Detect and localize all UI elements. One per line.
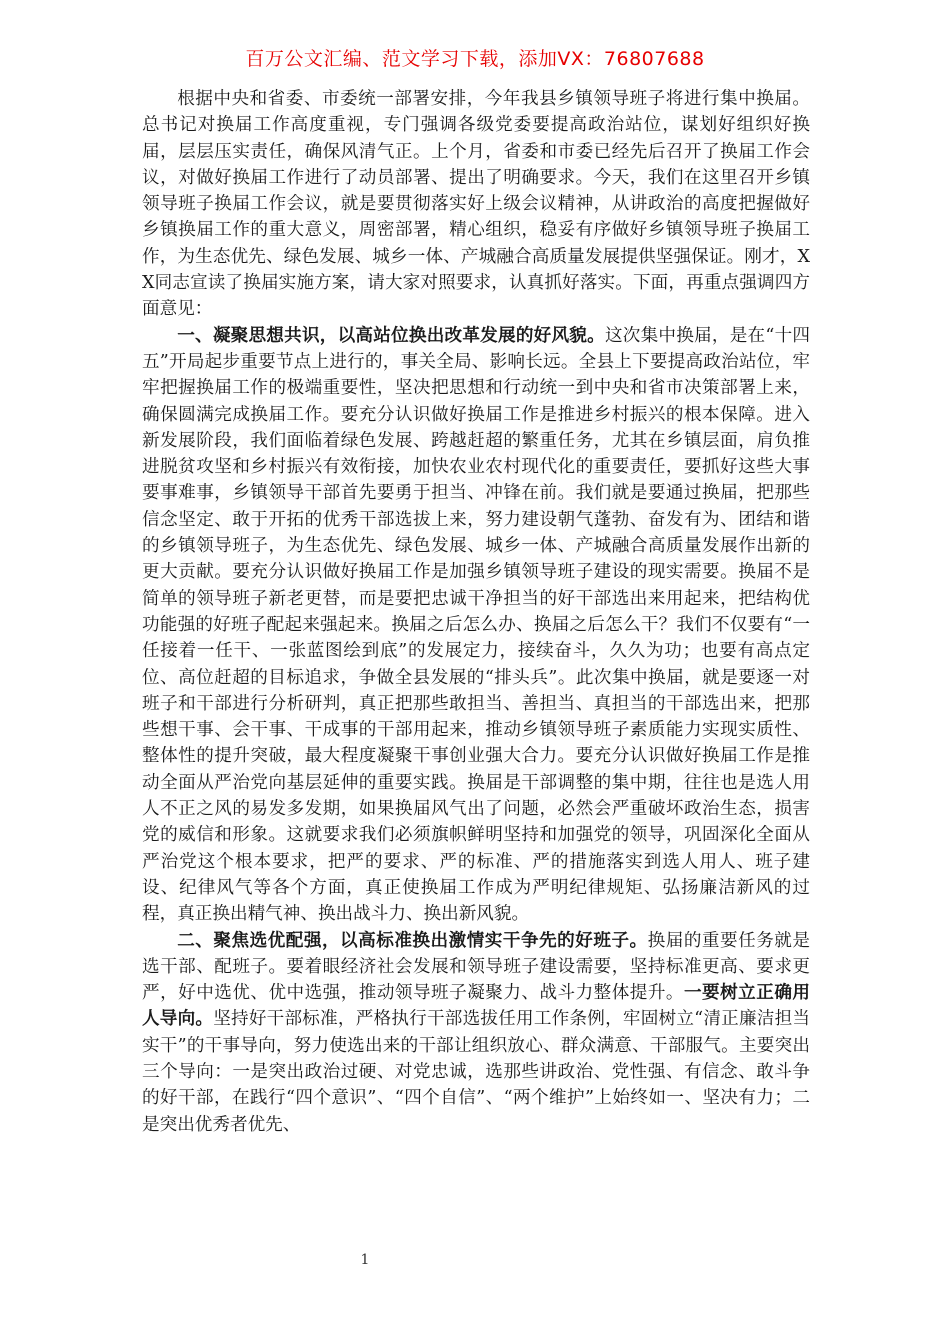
section-2-heading: 二、聚焦选优配强，以高标准换出激情实干争先的好班子。 [177, 929, 648, 951]
section-2-subtext: 坚持好干部标准，严格执行干部选拔任用工作条例，牢固树立“清正廉洁担当实干”的干事导向，努力使选出来的干部让组织放心、群众满意、干部服气。主要突出三个导向：一是突出政治过硬、对党忠诚，选那些讲政治、党性强、有信念、敢斗争的好干部，在践行“四个意识”、“四个自信”、“两个维护”上始终如一、坚决有力；二是突出优秀者优先、 [142, 1009, 810, 1135]
document-body [142, 86, 810, 1138]
paragraph-intro [142, 86, 810, 323]
paragraph-intro-text: 根据中央和省委、市委统一部署安排，今年我县乡镇领导班子将进行集中换届。总书记对换届工作高度重视，专门强调各级党委要提高政治站位，谋划好组织好换届，层层压实责任，确保风清气正。上个月，省委和市委已经先后召开了换届工作会议，对做好换届工作进行了动员部署、提出了明确要求。今天，我们在这里召开乡镇领导班子换届工作会议，就是要贯彻落实好上级会议精神，从讲政治的高度把握做好乡镇换届工作的重大意义，周密部署，精心组织，稳妥有序做好乡镇领导班子换届工作，为生态优先、绿色发展、城乡一体、产城融合高质量发展提供坚强保证。刚才，XX同志宣读了换届实施方案，请大家对照要求，认真抓好落实。下面，再重点强调四方面意见： [142, 89, 810, 320]
section-1-heading: 一、凝聚思想共识，以高站位换出改革发展的好风貌。 [177, 324, 605, 346]
section-2-text: 换届的重要任务就是选干部、配班子。要着眼经济社会发展和领导班子建设需要，坚持标准更高、要求更严，好中选优、优中选强，推动领导班子凝聚力、战斗力整体提升。 [142, 930, 810, 1004]
paragraph-section-1 [142, 323, 810, 928]
section-1-text: 这次集中换届，是在“十四五”开局起步重要节点上进行的，事关全局、影响长远。全县上下要提高政治站位，牢牢把握换届工作的极端重要性，坚决把思想和行动统一到中央和省市决策部署上来，确保圆满完成换届工作。要充分认识做好换届工作是推进乡村振兴的根本保障。进入新发展阶段，我们面临着绿色发展、跨越赶超的繁重任务，尤其在乡镇层面，肩负推进脱贫攻坚和乡村振兴有效衔接，加快农业农村现代化的重要责任，要抓好这些大事要事难事，乡镇领导干部首先要勇于担当、冲锋在前。我们就是要通过换届，把那些信念坚定、敢于开拓的优秀干部选拔上来，努力建设朝气蓬勃、奋发有为、团结和谐的乡镇领导班子，为生态优先、绿色发展、城乡一体、产城融合高质量发展作出新的更大贡献。要充分认识做好换届工作是加强乡镇领导班子建设的现实需要。换届不是简单的领导班子新老更替，而是要把忠诚干净担当的好干部选出来用起来，把结构优功能强的好班子配起来强起来。换届之后怎么办、换届之后怎么干？我们不仅要有“一任接着一任干、一张蓝图绘到底”的发展定力，接续奋斗，久久为功；也要有高点定位、高位赶超的目标追求，争做全县发展的“排头兵”。此次集中换届，就是要逐一对班子和干部进行分析研判，真正把那些敢担当、善担当、真担当的干部选出来，把那些想干事、会干事、干成事的干部用起来，推动乡镇领导班子素质能力实现实质性、整体性的提升突破，最大程度凝聚干事创业强大合力。要充分认识做好换届工作是推动全面从严治党向基层延伸的重要实践。换届是干部调整的集中期，往往也是选人用人不正之风的易发多发期，如果换届风气出了问题，必然会严重破坏政治生态，损害党的威信和形象。这就要求我们必须旗帜鲜明坚持和加强党的领导，巩固深化全面从严治党这个根本要求，把严的要求、严的标准、严的措施落实到选人用人、班子建设、纪律风气等各个方面，真正使换届工作成为严明纪律规矩、弘扬廉洁新风的过程，真正换出精气神、换出战斗力、换出新风貌。 [142, 325, 810, 925]
header-banner: 百万公文汇编、范文学习下载，添加VX：76807688 [245, 48, 705, 70]
section-2-subheading: 一要树立正确用人导向。 [142, 982, 810, 1030]
page-number: 1 [360, 1252, 370, 1268]
paragraph-section-2 [142, 928, 810, 1138]
